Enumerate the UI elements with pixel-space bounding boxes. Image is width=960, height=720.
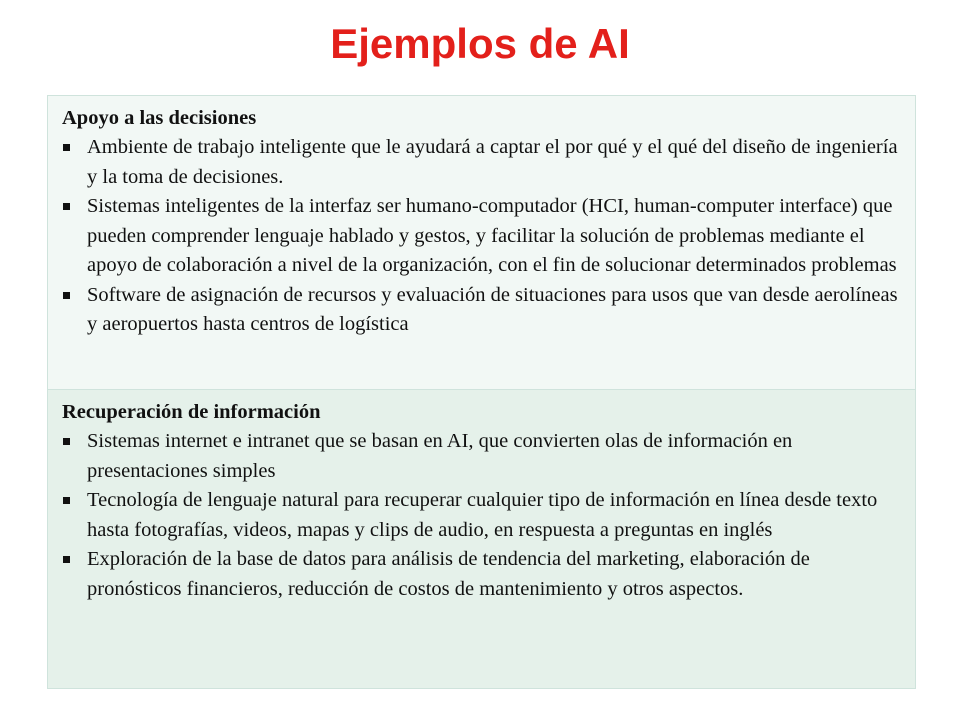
- bullet-list: [62, 427, 903, 604]
- square-bullet-icon: [63, 556, 70, 563]
- slide-title: Ejemplos de AI: [330, 20, 630, 67]
- content-table: [47, 95, 916, 689]
- list-item-text: Tecnología de lenguaje natural para recuperar cualquier tipo de información en línea desde texto hasta fotografías, videos, mapas y clips de audio, en respuesta a preguntas en inglés: [87, 489, 878, 541]
- square-bullet-icon: [63, 203, 70, 210]
- list-item-text: Sistemas inteligentes de la interfaz ser humano-computador (HCI, human-computer interface) que pueden comprender lenguaje hablado y gestos, y facilitar la solución de problemas mediante el apoyo de colaboración a nivel de la organización, con el fin de solucionar determinados problemas: [87, 195, 897, 276]
- list-item: [62, 545, 903, 604]
- list-item-text: Software de asignación de recursos y evaluación de situaciones para usos que van desde aerolíneas y aeropuertos hasta centros de logística: [87, 283, 898, 335]
- list-item: [62, 281, 903, 340]
- square-bullet-icon: [63, 292, 70, 299]
- square-bullet-icon: [63, 144, 70, 151]
- bullet-list: [62, 133, 903, 340]
- square-bullet-icon: [63, 497, 70, 504]
- list-item: [62, 427, 903, 486]
- section-heading: Recuperación de información: [62, 401, 321, 423]
- section-decision-support: [48, 96, 915, 390]
- square-bullet-icon: [63, 438, 70, 445]
- section-information-retrieval: [48, 390, 915, 688]
- list-item-text: Sistemas internet e intranet que se basan en AI, que convierten olas de información en presentaciones simples: [87, 430, 793, 482]
- list-item-text: Exploración de la base de datos para análisis de tendencia del marketing, elaboración de pronósticos financieros, reducción de costos de mantenimiento y otros aspectos.: [87, 548, 810, 600]
- list-item: [62, 133, 903, 192]
- list-item: [62, 192, 903, 281]
- list-item-text: Ambiente de trabajo inteligente que le ayudará a captar el por qué y el qué del diseño de ingeniería y la toma de decisiones.: [87, 136, 898, 188]
- section-heading: Apoyo a las decisiones: [62, 107, 257, 129]
- list-item: [62, 486, 903, 545]
